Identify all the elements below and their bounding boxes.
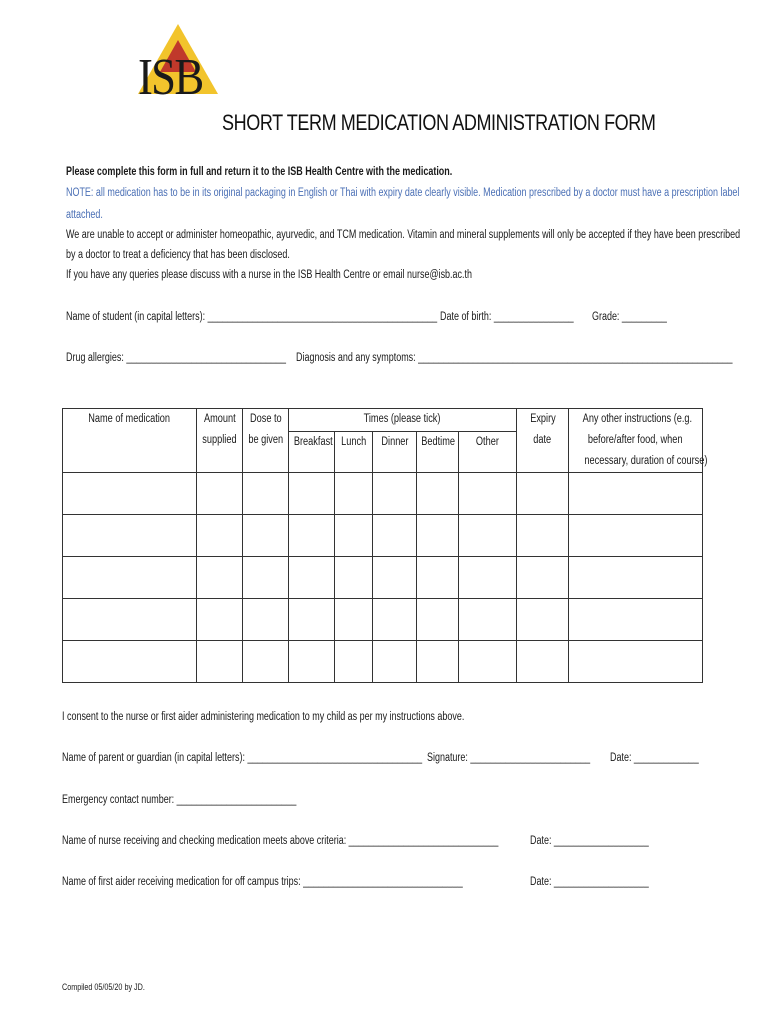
header-medication-name: Name of medication — [63, 409, 197, 473]
table-cell[interactable] — [459, 599, 517, 641]
table-cell[interactable] — [417, 599, 459, 641]
table-cell[interactable] — [459, 641, 517, 683]
table-cell[interactable] — [569, 473, 703, 515]
student-name-field[interactable]: Name of student (in capital letters): ______________________________________________ — [66, 311, 438, 323]
table-cell[interactable] — [197, 599, 243, 641]
first-aider-name-field[interactable]: Name of first aider receiving medication for off campus trips: ________________________________ — [62, 876, 463, 888]
table-cell[interactable] — [459, 515, 517, 557]
table-cell[interactable] — [63, 599, 197, 641]
table-cell[interactable] — [243, 557, 289, 599]
table-cell[interactable] — [335, 641, 373, 683]
table-cell[interactable] — [335, 515, 373, 557]
header-expiry-date: Expiry date — [517, 409, 569, 473]
table-cell[interactable] — [289, 599, 335, 641]
table-cell[interactable] — [197, 473, 243, 515]
emergency-contact-field[interactable]: Emergency contact number: ________________________ — [62, 794, 297, 806]
header-amount-supplied: Amount supplied — [197, 409, 243, 473]
parent-name-field[interactable]: Name of parent or guardian (in capital letters): ___________________________________ — [62, 752, 423, 764]
header-times: Times (please tick) — [289, 409, 517, 432]
table-cell[interactable] — [373, 557, 417, 599]
table-cell[interactable] — [417, 473, 459, 515]
medication-table — [62, 408, 708, 683]
table-cell[interactable] — [517, 599, 569, 641]
isb-logo — [136, 22, 220, 112]
table-cell[interactable] — [243, 599, 289, 641]
nurse-date-field[interactable]: Date: ___________________ — [530, 835, 649, 847]
footer-compiled-note: Compiled 05/05/20 by JD. — [62, 982, 145, 992]
table-cell[interactable] — [243, 473, 289, 515]
table-cell[interactable] — [569, 557, 703, 599]
table-cell[interactable] — [63, 557, 197, 599]
table-cell[interactable] — [289, 473, 335, 515]
table-cell[interactable] — [569, 515, 703, 557]
instruction-line-4: If you have any queries please discuss with a nurse in the ISB Health Centre or email nurse@isb.ac.th — [66, 269, 472, 281]
drug-allergies-field[interactable]: Drug allergies: ________________________________ — [66, 352, 286, 364]
instruction-line-1: Please complete this form in full and return it to the ISB Health Centre with the medication. — [66, 166, 453, 178]
table-cell[interactable] — [417, 641, 459, 683]
signature-field[interactable]: Signature: ________________________ — [427, 752, 591, 764]
table-cell[interactable] — [289, 641, 335, 683]
note-line-2: attached. — [66, 209, 103, 221]
table-row — [63, 515, 703, 557]
table-cell[interactable] — [63, 515, 197, 557]
table-cell[interactable] — [517, 641, 569, 683]
consent-statement: I consent to the nurse or first aider administering medication to my child as per my instructions above. — [62, 711, 465, 723]
table-row — [63, 599, 703, 641]
form-title: SHORT TERM MEDICATION ADMINISTRATION FORM — [222, 110, 656, 135]
table-cell[interactable] — [335, 557, 373, 599]
table-cell[interactable] — [459, 557, 517, 599]
table-cell[interactable] — [569, 641, 703, 683]
table-cell[interactable] — [373, 473, 417, 515]
table-row — [63, 473, 703, 515]
header-dose: Dose to be given — [243, 409, 289, 473]
header-other-instructions: Any other instructions (e.g. before/after food, when necessary, duration of course) — [569, 409, 703, 473]
table-cell[interactable] — [517, 515, 569, 557]
parent-date-field[interactable]: Date: _____________ — [610, 752, 699, 764]
table-cell[interactable] — [417, 515, 459, 557]
instruction-line-3b: by a doctor to treat a deficiency that has been disclosed. — [66, 249, 290, 261]
table-cell[interactable] — [289, 515, 335, 557]
header-bedtime: Bedtime — [417, 432, 459, 473]
table-cell[interactable] — [197, 557, 243, 599]
table-cell[interactable] — [517, 473, 569, 515]
table-cell[interactable] — [569, 599, 703, 641]
date-of-birth-field[interactable]: Date of birth: ________________ — [440, 311, 574, 323]
table-cell[interactable] — [459, 473, 517, 515]
nurse-name-field[interactable]: Name of nurse receiving and checking medication meets above criteria: ______________________________ — [62, 835, 499, 847]
table-row — [63, 557, 703, 599]
table-row — [63, 641, 703, 683]
grade-field[interactable]: Grade: _________ — [592, 311, 667, 323]
table-cell[interactable] — [335, 599, 373, 641]
table-cell[interactable] — [417, 557, 459, 599]
table-cell[interactable] — [373, 641, 417, 683]
table-cell[interactable] — [197, 515, 243, 557]
table-cell[interactable] — [197, 641, 243, 683]
instruction-line-3a: We are unable to accept or administer homeopathic, ayurvedic, and TCM medication. Vitamin and mineral supplements will only be accepted if they have been prescribed — [66, 229, 741, 241]
table-cell[interactable] — [517, 557, 569, 599]
table-cell[interactable] — [289, 557, 335, 599]
diagnosis-field[interactable]: Diagnosis and any symptoms: _______________________________________________________________ — [296, 352, 733, 364]
table-cell[interactable] — [335, 473, 373, 515]
table-cell[interactable] — [63, 641, 197, 683]
header-breakfast: Breakfast — [289, 432, 335, 473]
header-dinner: Dinner — [373, 432, 417, 473]
table-cell[interactable] — [373, 599, 417, 641]
first-aider-date-field[interactable]: Date: ___________________ — [530, 876, 649, 888]
logo-text: ISB — [138, 49, 203, 106]
table-cell[interactable] — [373, 515, 417, 557]
table-cell[interactable] — [63, 473, 197, 515]
table-cell[interactable] — [243, 515, 289, 557]
header-other: Other — [459, 432, 517, 473]
note-line-1: NOTE: all medication has to be in its original packaging in English or Thai with expiry date clearly visible. Medication prescribed by a doctor must have a prescription label — [66, 187, 740, 199]
header-lunch: Lunch — [335, 432, 373, 473]
table-cell[interactable] — [243, 641, 289, 683]
